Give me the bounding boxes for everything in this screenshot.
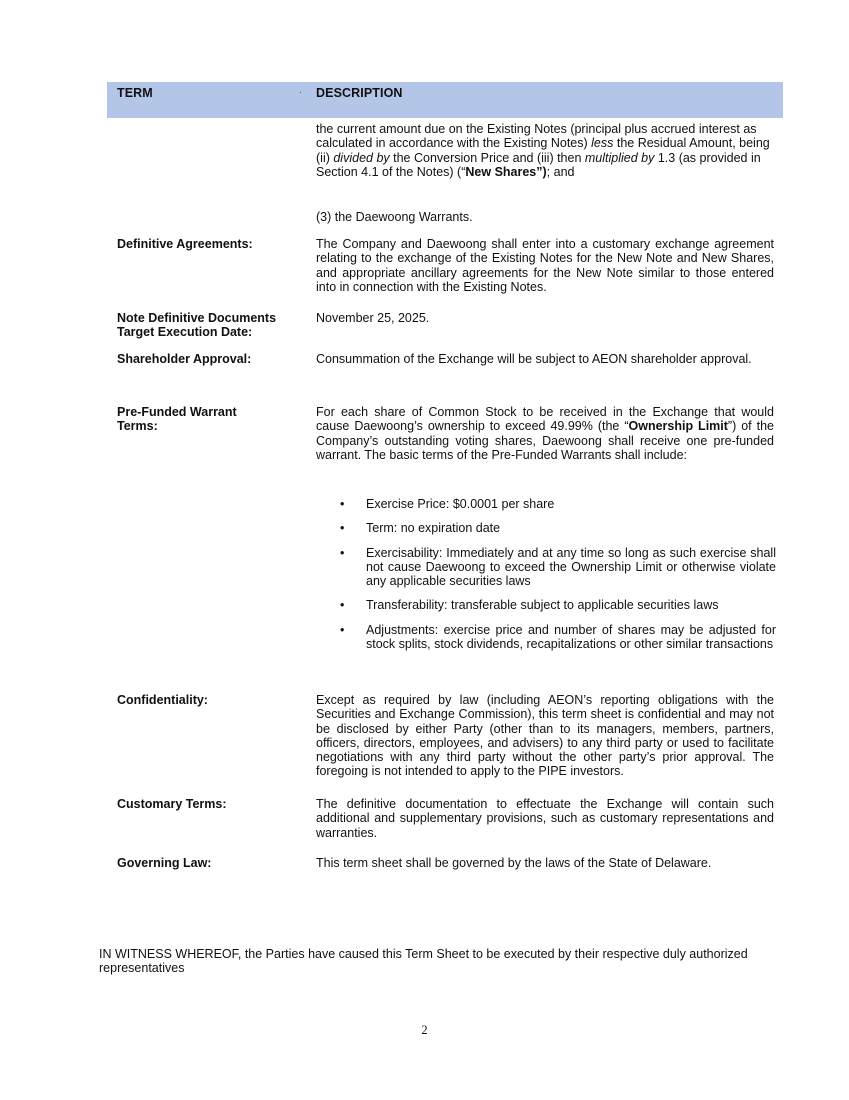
continuation-italic-divided: divided by xyxy=(333,150,390,165)
header-stray-mark xyxy=(300,92,301,93)
page-number: 2 xyxy=(421,1023,428,1037)
bullet-text: Term: no expiration date xyxy=(366,521,501,536)
continuation-paragraph xyxy=(316,122,776,179)
bullet-icon: • xyxy=(340,521,345,536)
list-item xyxy=(336,521,776,535)
definitive-agreements-label: Definitive Agreements: xyxy=(117,237,253,251)
definitive-agreements-text: The Company and Daewoong shall enter into a customary exchange agreement relating to the exchange of the Existing Notes for the New Note and New Shares, and appropriate ancillary agreements for the New Note similar to those entered into in connection with the Existing Notes. xyxy=(316,237,774,294)
list-item xyxy=(336,623,776,652)
continuation-text: the Conversion Price and (iii) then xyxy=(389,150,585,165)
note-definitive-documents-text: November 25, 2025. xyxy=(316,311,430,325)
description-column-header: DESCRIPTION xyxy=(316,86,403,100)
bullet-icon: • xyxy=(340,622,345,637)
table-header-band xyxy=(107,82,783,118)
governing-law-label: Governing Law: xyxy=(117,856,212,870)
list-item xyxy=(336,546,776,589)
bullet-text: Exercise Price: $0.0001 per share xyxy=(366,497,555,511)
pre-funded-warrant-text xyxy=(316,405,774,462)
pre-funded-warrant-text-part: ”) of the Company’s outstanding voting shares, Daewoong shall receive one pre-funded warrant. The basic terms of the Pre-Funded Warrants shall include: xyxy=(316,419,774,462)
daewoong-warrants-item: (3) the Daewoong Warrants. xyxy=(316,210,473,224)
bullet-text: Transferability: transferable subject to applicable securities laws xyxy=(366,598,719,613)
pre-funded-warrant-label: Pre-Funded Warrant Terms: xyxy=(117,405,237,434)
pre-funded-warrant-text-part: For each share of Common Stock to be received in the Exchange that would cause Daewoong’s ownership to exceed 49.99% (the “ xyxy=(316,405,774,434)
governing-law-text: This term sheet shall be governed by the laws of the State of Delaware. xyxy=(316,856,712,870)
confidentiality-label: Confidentiality: xyxy=(117,693,208,707)
continuation-italic-less: less xyxy=(591,136,614,151)
list-item xyxy=(336,497,776,511)
term-column-header: TERM xyxy=(117,86,153,100)
bullet-text: Exercisability: Immediately and at any time so long as such exercise shall not cause Daewoong to exceed the Ownership Limit or otherwise violate any applicable securities laws xyxy=(366,545,776,589)
shareholder-approval-text: Consummation of the Exchange will be subject to AEON shareholder approval. xyxy=(316,352,752,366)
bullet-text: Adjustments: exercise price and number of shares may be adjusted for stock splits, stock dividends, recapitalizations or other similar transactions xyxy=(366,622,776,652)
ownership-limit-bold: Ownership Limit xyxy=(628,419,728,434)
witness-statement: IN WITNESS WHEREOF, the Parties have caused this Term Sheet to be executed by their respective duly authorized representatives xyxy=(99,947,748,976)
continuation-text: the Residual Amount, being (ii) xyxy=(316,136,770,165)
customary-terms-label: Customary Terms: xyxy=(117,797,227,811)
bullet-icon: • xyxy=(340,545,345,560)
confidentiality-text: Except as required by law (including AEON’s reporting obligations with the Securities and Exchange Commission), this term sheet is confidential and may not be disclosed by either Party (other than to its managers, members, partners, officers, directors, employees, and advisers) to any third party or used to facilitate negotiations with any third party without the other party’s prior approval. The foregoing is not intended to apply to the PIPE investors. xyxy=(316,693,774,779)
customary-terms-text: The definitive documentation to effectuate the Exchange will contain such additional and supplementary provisions, such as customary representations and warranties. xyxy=(316,797,774,840)
bullet-icon: • xyxy=(340,598,345,613)
bullet-icon: • xyxy=(340,497,345,511)
pre-funded-warrant-bullet-list xyxy=(336,497,776,661)
continuation-italic-multiplied: multiplied by xyxy=(584,150,655,165)
shareholder-approval-label: Shareholder Approval: xyxy=(117,352,252,366)
continuation-text: ; and xyxy=(546,164,575,179)
list-item xyxy=(336,598,776,612)
continuation-text: 1.3 (as provided in Section 4.1 of the Notes) (“ xyxy=(316,150,761,179)
note-definitive-documents-label: Note Definitive Documents Target Execution Date: xyxy=(117,311,277,340)
continuation-bold-new-shares: New Shares”) xyxy=(465,164,547,179)
continuation-text: the current amount due on the Existing Notes (principal plus accrued interest as calculated in accordance with the Existing Notes) xyxy=(316,122,757,151)
